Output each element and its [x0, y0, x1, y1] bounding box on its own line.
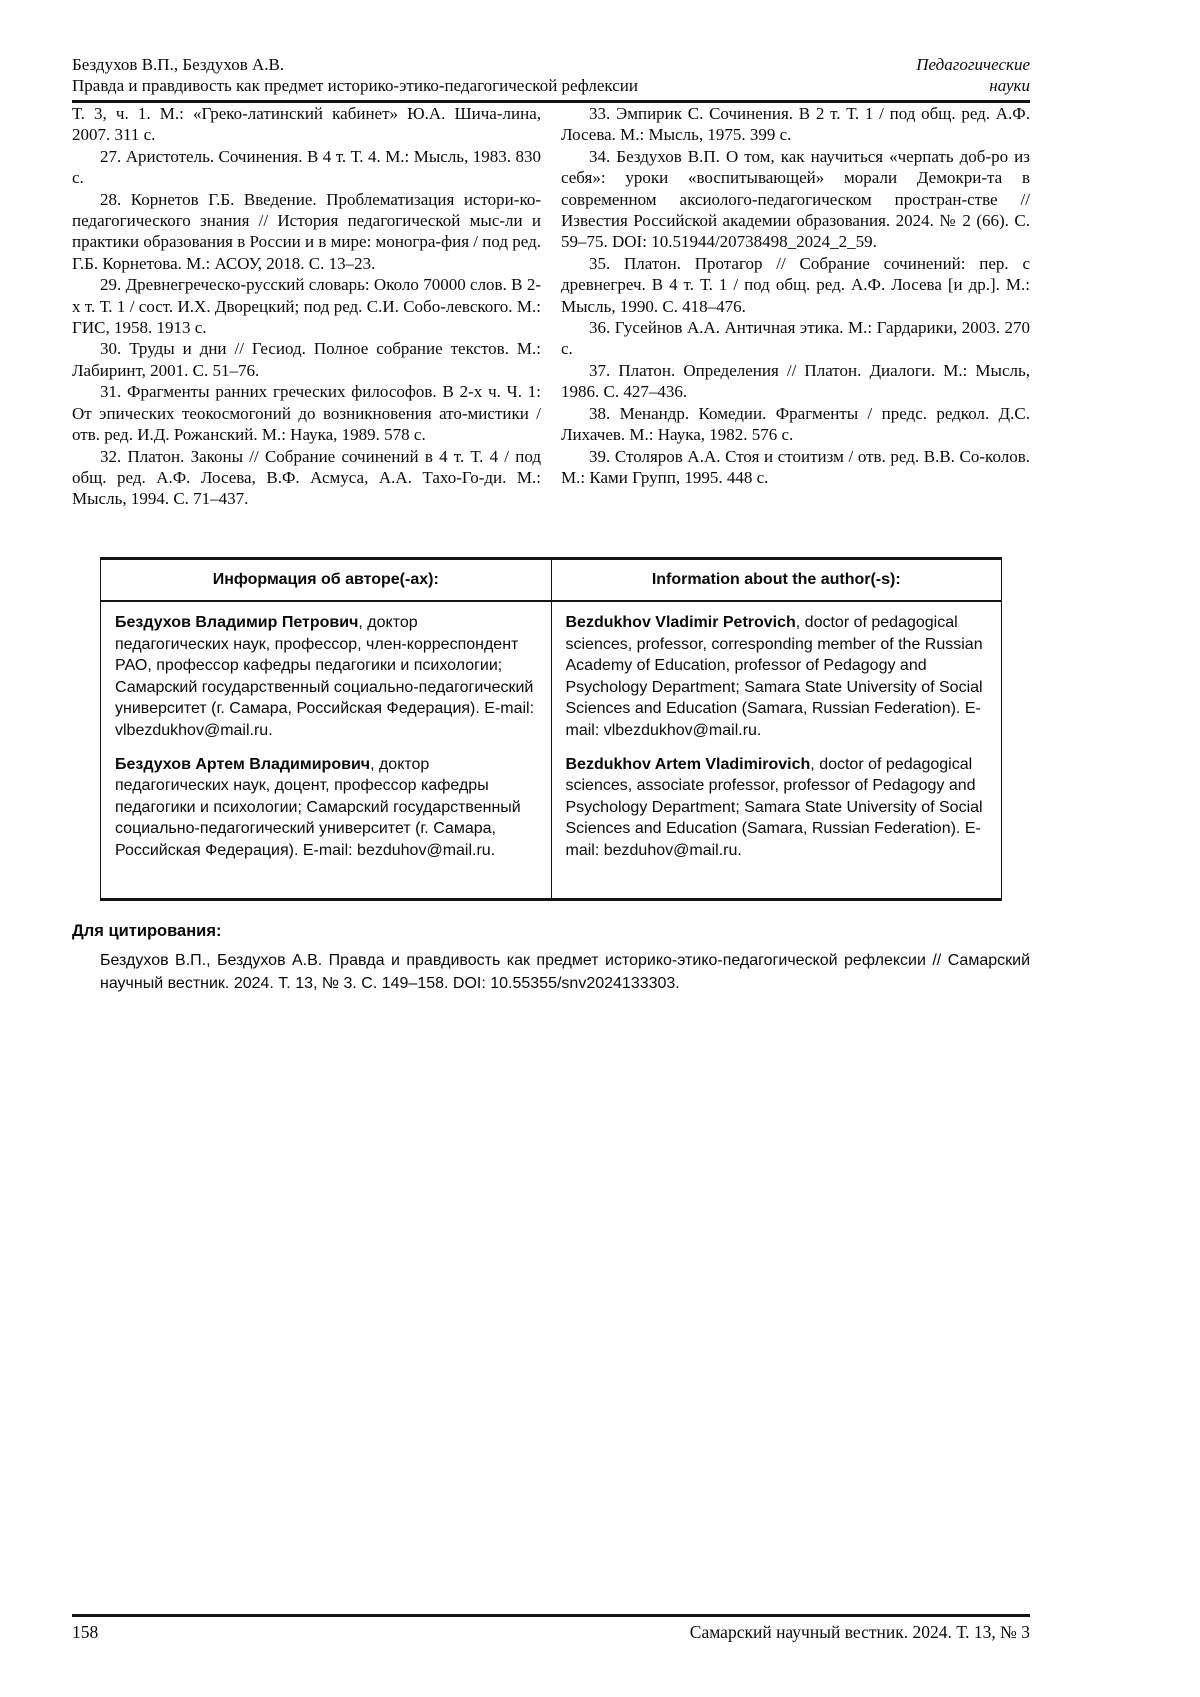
- reference-item: Т. 3, ч. 1. М.: «Греко-латинский кабинет» Ю.А. Шича-лина, 2007. 311 с.: [72, 104, 541, 145]
- reference-item: 28. Корнетов Г.Б. Введение. Проблематизация истори-ко-педагогического знания // История педагогической мыс-ли и практики образования в России и в мире: моногра-фия / под ред. Г.Б. Корнетова. М.: АСОУ, 2018. С. 13–23.: [72, 189, 541, 273]
- page-header: [72, 54, 1030, 103]
- author-info-en: [551, 602, 1002, 898]
- authors-info-table: [100, 557, 1002, 901]
- citation-section: [72, 922, 1030, 995]
- table-header-ru: Информация об авторе(-ах):: [212, 571, 439, 588]
- reference-item: 38. Менандр. Комедии. Фрагменты / предс. редкол. Д.С. Лихачев. М.: Наука, 1982. 576 с.: [561, 403, 1030, 445]
- page-footer: [72, 1614, 1030, 1643]
- citation-text: Бездухов В.П., Бездухов А.В. Правда и правдивость как предмет историко-этико-педагогической рефлексии // Самарский научный вестник. 2024. Т. 13, № 3. С. 149–158. DOI: 10.55355/snv2024133303.: [100, 952, 1030, 992]
- authors-table-body-row: [101, 602, 1001, 898]
- reference-item: 36. Гусейнов А.А. Античная этика. М.: Гардарики, 2003. 270 с.: [561, 318, 1030, 359]
- running-head-left: [72, 54, 638, 96]
- author-info-paragraph: Бездухов Артем Владимирович, доктор педагогических наук, доцент, профессор кафедры педагогики и психологии; Самарский государственный социально-педагогический университет (г. Самара, Российская Федерация). E-mail: bezduhov@mail.ru.: [115, 755, 521, 859]
- table-header-en: Information about the author(-s):: [551, 560, 1002, 600]
- author-info-paragraph: Бездухов Владимир Петрович, доктор педагогических наук, профессор, член-корреспондент РАО, профессор кафедры педагогики и психологии; Самарский государственный социально-педагогический университет (г. Самара, Российская Федерация). E-mail: vlbezdukhov@mail.ru.: [115, 614, 535, 739]
- journal-name: Самарский научный вестник. 2024. Т. 13, № 3: [689, 1622, 1030, 1642]
- reference-item: 29. Древнегреческо-русский словарь: Около 70000 слов. В 2-х т. Т. 1 / сост. И.Х. Дворецкий; под ред. С.И. Собо-левского. М.: ГИС, 1958. 1913 с.: [72, 275, 541, 338]
- reference-item: 30. Труды и дни // Гесиод. Полное собрание текстов. М.: Лабиринт, 2001. С. 51–76.: [72, 339, 541, 380]
- reference-item: 35. Платон. Протагор // Собрание сочинений: пер. с древнегреч. В 4 т. Т. 1 / под общ. ред. А.Ф. Лосева [и др.]. М.: Мысль, 1990. С. 418–476.: [561, 253, 1030, 316]
- references-column-left: [72, 103, 541, 510]
- reference-item: 31. Фрагменты ранних греческих философов. В 2-х ч. Ч. 1: От эпических теокосмогоний до возникновения ато-мистики / отв. ред. И.Д. Рожанский. М.: Наука, 1989. 578 с.: [72, 382, 541, 445]
- references-column-right: [561, 103, 1030, 510]
- page-number: 158: [72, 1622, 99, 1642]
- references-section: [72, 103, 1030, 510]
- author-info-paragraph: Bezdukhov Vladimir Petrovich, doctor of pedagogical sciences, professor, corresponding member of the Russian Academy of Education, professor of Pedagogy and Psychology Department; Samara State University of Social Sciences and Education (Samara, Russian Federation). E-mail: vlbezdukhov@mail.ru.: [565, 614, 983, 739]
- running-authors: Бездухов В.П., Бездухов А.В.: [72, 55, 285, 74]
- running-title: Правда и правдивость как предмет историко-этико-педагогической рефлексии: [72, 76, 639, 95]
- section-name-line2: науки: [989, 76, 1030, 95]
- reference-item: 34. Бездухов В.П. О том, как научиться «черпать доб-ро из себя»: уроки «воспитывающей» морали Демокри-та в современном аксиолого-педагогическом простран-стве // Известия Российской академии образования. 2024. № 2 (66). С. 59–75. DOI: 10.51944/20738498_2024_2_59.: [561, 146, 1030, 252]
- citation-label: Для цитирования:: [72, 922, 222, 940]
- reference-item: 32. Платон. Законы // Собрание сочинений в 4 т. Т. 4 / под общ. ред. А.Ф. Лосева, В.Ф. Асмуса, А.А. Тахо-Го-ди. М.: Мысль, 1994. С. 71–437.: [72, 446, 541, 509]
- reference-item: 39. Столяров А.А. Стоя и стоитизм / отв. ред. В.В. Со-колов. М.: Ками Групп, 1995. 448 с.: [561, 446, 1030, 487]
- running-head-section: [916, 54, 1030, 96]
- reference-item: 27. Аристотель. Сочинения. В 4 т. Т. 4. М.: Мысль, 1983. 830 с.: [72, 146, 541, 188]
- author-info-paragraph: Bezdukhov Artem Vladimirovich, doctor of pedagogical sciences, associate professor, professor of Pedagogy and Psychology Department; Samara State University of Social Sciences and Education (Samara, Russian Federation). E-mail: bezduhov@mail.ru.: [565, 755, 983, 859]
- authors-table-header-row: [101, 560, 1001, 602]
- author-info-ru: [101, 602, 551, 898]
- reference-item: 33. Эмпирик С. Сочинения. В 2 т. Т. 1 / под общ. ред. А.Ф. Лосева. М.: Мысль, 1975. 399 с.: [561, 104, 1030, 145]
- section-name-line1: Педагогические: [916, 55, 1030, 74]
- reference-item: 37. Платон. Определения // Платон. Диалоги. М.: Мысль, 1986. С. 427–436.: [561, 360, 1030, 402]
